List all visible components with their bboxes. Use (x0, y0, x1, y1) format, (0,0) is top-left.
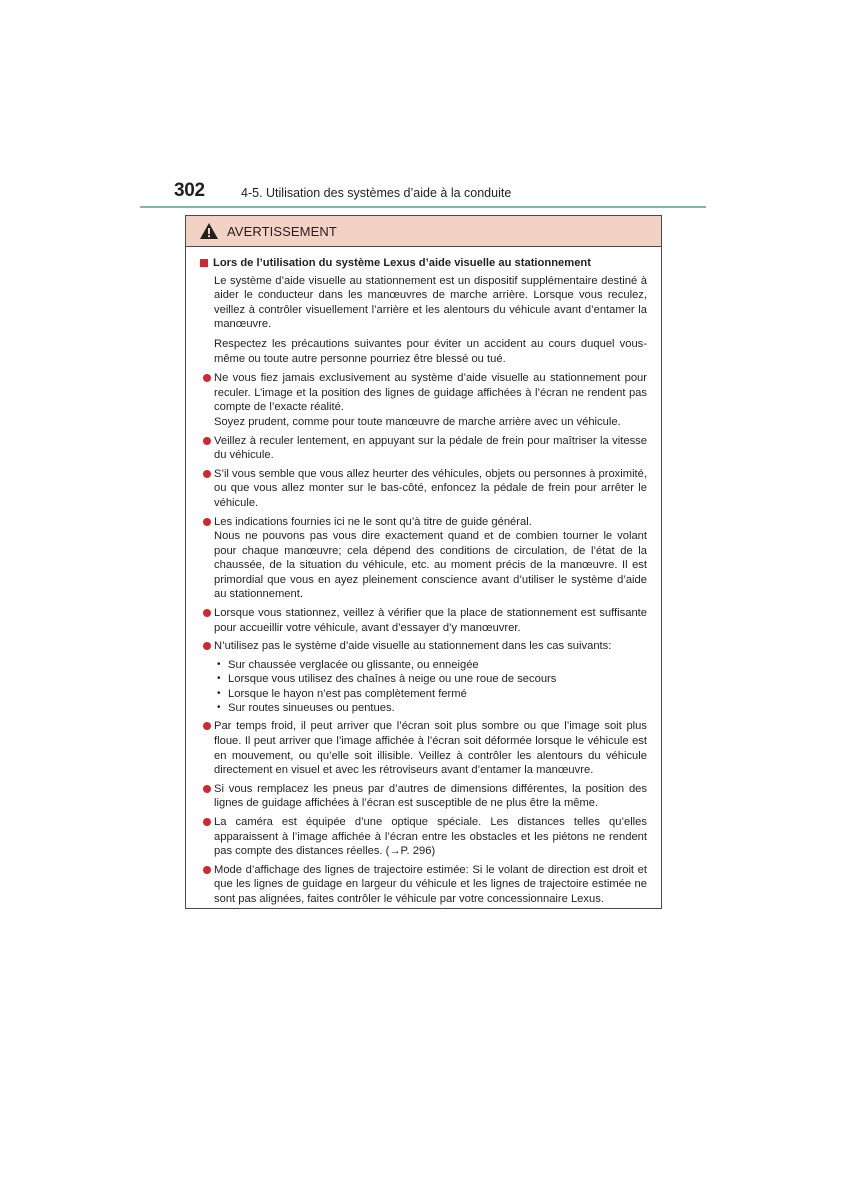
small-bullet-icon: • (217, 673, 221, 685)
list-item: Lorsque vous stationnez, veillez à vérifier que la place de stationnement est suffisante pour accueillir votre véhicule, avant d’essayer d’y manœuvrer. (200, 606, 647, 635)
warning-header (186, 216, 661, 247)
warning-box (185, 215, 662, 909)
sublist-item: • Sur routes sinueuses ou pentues. (217, 702, 395, 715)
list-item: N’utilisez pas le système d’aide visuelle au stationnement dans les cas suivants: • Sur chaussée verglacée ou glissante, ou enneigée • Lorsque vous utilisez des chaînes à neige ou une roue de secours • Lorsque le hayon n’est pas complètement fermé • Sur routes sinueuses ou pentues. (200, 639, 647, 715)
subheading-text: Lors de l’utilisation du système Lexus d’aide visuelle au stationnement (213, 257, 591, 269)
section-title: 4-5. Utilisation des systèmes d’aide à la conduite (241, 186, 512, 200)
list-item: Ne vous fiez jamais exclusivement au système d’aide visuelle au stationnement pour reculer. L’image et la position des lignes de guidage affichées à l’écran ne rendent pas compte de l’exacte réalité. Soyez prudent, comme pour toute manœuvre de marche arrière avec un véhicule. (200, 371, 647, 429)
warning-subheading (200, 256, 647, 271)
header-divider (140, 206, 706, 208)
list-item: Par temps froid, il peut arriver que l’écran soit plus sombre ou que l’image soit plus floue. Il peut arriver que l’image affichée à l’écran soit déformée lorsque le véhicule est en mouvement, ou qu’elle soit illisible. Veillez à contrôler les alentours du véhicule directement en visuel et avec les rétroviseurs avant d’entamer la manœuvre. (200, 719, 647, 777)
list-item: Si vous remplacez les pneus par d’autres de dimensions différentes, la position des lignes de guidage affichées à l’écran est susceptible de ne plus être la même. (200, 782, 647, 811)
list-item: S’il vous semble que vous allez heurter des véhicules, objets ou personnes à proximité, ou que vous allez monter sur le bas-côté, enfoncez la pédale de frein pour arrêter le véhicule. (200, 467, 647, 511)
sublist-item: • Lorsque le hayon n’est pas complètement fermé (217, 687, 467, 700)
red-bullet-icon (203, 722, 211, 730)
warning-content (186, 247, 661, 907)
red-bullet-icon (203, 518, 211, 526)
small-bullet-icon: • (217, 687, 221, 699)
small-bullet-icon: • (217, 658, 221, 670)
red-bullet-icon (203, 818, 211, 826)
sublist-item: • Lorsque vous utilisez des chaînes à neige ou une roue de secours (217, 673, 557, 686)
conditions-sublist (214, 658, 647, 716)
red-bullet-icon (203, 785, 211, 793)
list-item: La caméra est équipée d’une optique spéciale. Les distances telles qu’elles apparaissent à l’image affichée à l’écran entre les obstacles et les piétons ne rendent pas compte des distances réelles. (→P. 296) (200, 815, 647, 859)
warning-title: AVERTISSEMENT (227, 223, 337, 239)
warning-triangle-icon (199, 222, 219, 240)
sublist-item: • Sur chaussée verglacée ou glissante, ou enneigée (217, 658, 479, 671)
list-item: Les indications fournies ici ne le sont qu’à titre de guide général. Nous ne pouvons pas vous dire exactement quand et de combien tourner le volant pour chaque manœuvre; cela dépend des conditions de circulation, de l’état de la chaussée, de la situation du véhicule, etc. au moment précis de la manœuvre. Il est primordial que vous en ayez pleinement conscience avant d’utiliser le système d’aide au stationnement. (200, 515, 647, 603)
red-bullet-icon (203, 609, 211, 617)
red-bullet-icon (203, 866, 211, 874)
small-bullet-icon: • (217, 702, 221, 714)
precautions-paragraph: Respectez les précautions suivantes pour éviter un accident au cours duquel vous-même ou toute autre personne pourriez être blessé ou tué. (214, 337, 647, 365)
list-item: Mode d’affichage des lignes de trajectoire estimée: Si le volant de direction est droit et que les lignes de guidage en largeur du véhicule et les lignes de trajectoire estimée ne sont pas alignées, faites contrôler le véhicule par votre concessionnaire Lexus. (200, 863, 647, 907)
red-bullet-icon (203, 642, 211, 650)
red-square-icon (200, 259, 208, 267)
precaution-list (200, 371, 647, 906)
red-bullet-icon (203, 374, 211, 382)
page-number: 302 (174, 180, 205, 201)
red-bullet-icon (203, 437, 211, 445)
red-bullet-icon (203, 470, 211, 478)
list-item: Veillez à reculer lentement, en appuyant sur la pédale de frein pour maîtriser la vitesse du véhicule. (200, 434, 647, 463)
intro-paragraph: Le système d’aide visuelle au stationnement est un dispositif supplémentaire destiné à aider le conducteur dans les manœuvres de marche arrière. Lorsque vous reculez, veillez à contrôler visuellement l’arrière et les alentours du véhicule avant d’entamer la manœuvre. (214, 274, 647, 331)
